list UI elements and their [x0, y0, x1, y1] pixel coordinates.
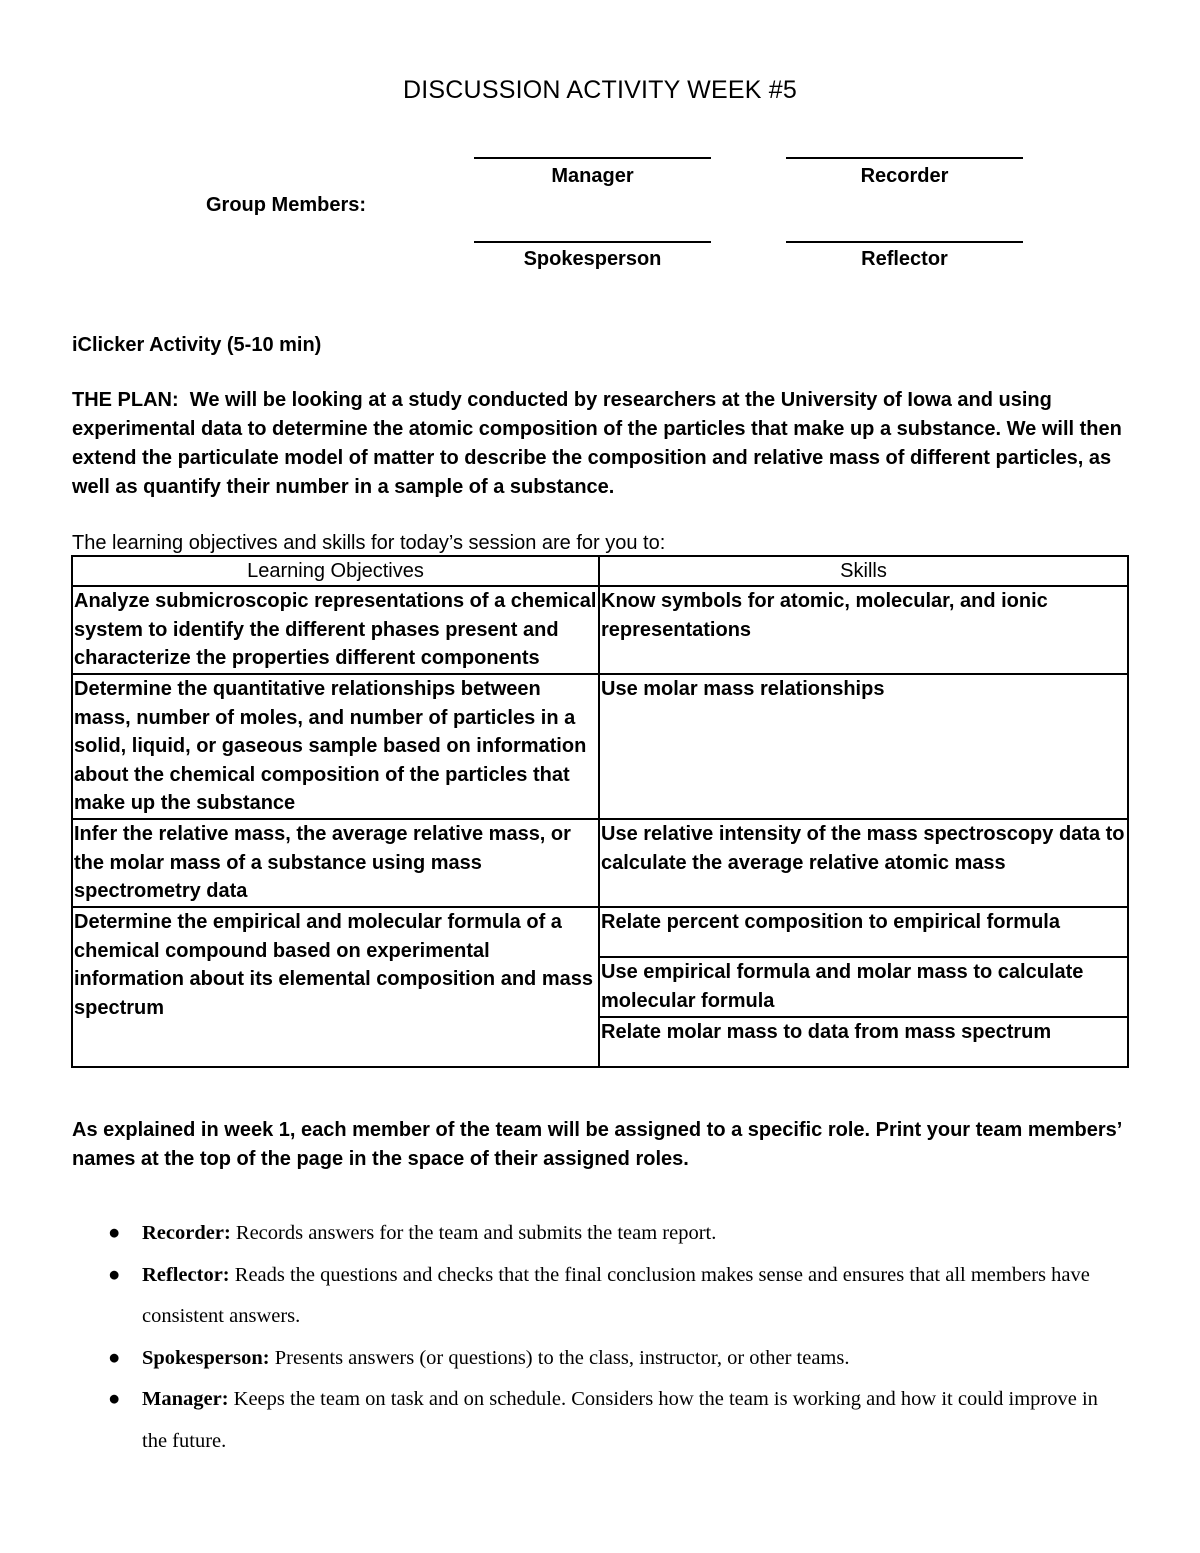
- group-members-label: Group Members:: [206, 194, 367, 216]
- skill-cell: Use relative intensity of the mass spectroscopy data to calculate the average relative atomic mass: [599, 819, 1128, 907]
- skill-cell: Use molar mass relationships: [599, 674, 1128, 819]
- role-description: Records answers for the team and submits the team report.: [235, 1222, 717, 1244]
- activity-heading: iClicker Activity (5-10 min): [72, 334, 322, 356]
- roles-intro: As explained in week 1, each member of the team will be assigned to a specific role. Print your team members’ names at the top of the page in the space of their assigned roles.: [72, 1119, 1122, 1170]
- bullet-icon: ●: [108, 1222, 121, 1244]
- plan-paragraph: [72, 386, 1132, 502]
- role-label-spokesperson: Spokesperson: [523, 248, 662, 270]
- spokesperson-signature-line: [474, 241, 711, 243]
- list-item: [108, 1213, 1118, 1255]
- reflector-signature-line: [786, 241, 1023, 243]
- skill-cell: Know symbols for atomic, molecular, and ionic representations: [599, 586, 1128, 674]
- page-title: DISCUSSION ACTIVITY WEEK #5: [403, 76, 797, 104]
- list-item: [108, 1255, 1118, 1338]
- role-description: Keeps the team on task and on schedule. Considers how the team is working and how it could improve in the future.: [142, 1388, 1098, 1452]
- manager-signature-line: [474, 157, 711, 159]
- column-header-objectives: Learning Objectives: [72, 556, 599, 586]
- list-item: [108, 1379, 1118, 1462]
- objectives-table: [71, 555, 1129, 1068]
- table-row: [72, 907, 1128, 957]
- role-description: Reads the questions and checks that the final conclusion makes sense and ensures that all members have consistent answers.: [142, 1263, 1090, 1327]
- objective-cell: Infer the relative mass, the average relative mass, or the molar mass of a substance using mass spectrometry data: [72, 819, 599, 907]
- role-label-manager: Manager: [551, 165, 634, 187]
- table-row: [72, 586, 1128, 674]
- objective-cell: Determine the quantitative relationships between mass, number of moles, and number of particles in a solid, liquid, or gaseous sample based on information about the chemical composition of the particles that make up the substance: [72, 674, 599, 819]
- role-description: Presents answers (or questions) to the class, instructor, or other teams.: [274, 1346, 850, 1369]
- plan-text: We will be looking at a study conducted by researchers at the University of Iowa and using experimental data to determine the atomic composition of the particles that make up a substance. We will then extend the particulate model of matter to describe the composition and relative mass of different particles, as well as quantify their number in a sample of a substance.: [72, 389, 1122, 498]
- bullet-icon: ●: [108, 1263, 121, 1286]
- plan-label: THE PLAN:: [72, 389, 179, 411]
- objective-cell: Analyze submicroscopic representations of a chemical system to identify the different phases present and characterize the properties different components: [72, 586, 599, 674]
- role-name: Reflector:: [142, 1263, 230, 1286]
- role-name: Spokesperson:: [142, 1346, 270, 1369]
- skill-cell: Use empirical formula and molar mass to calculate molecular formula: [599, 957, 1128, 1017]
- role-label-recorder: Recorder: [860, 165, 949, 187]
- table-row: [72, 819, 1128, 907]
- role-name: Recorder:: [142, 1222, 231, 1244]
- table-header-row: [72, 556, 1128, 586]
- bullet-icon: ●: [108, 1346, 121, 1369]
- objectives-intro: The learning objectives and skills for today’s session are for you to:: [72, 532, 666, 554]
- role-name: Manager:: [142, 1388, 229, 1410]
- skill-cell: Relate percent composition to empirical formula: [599, 907, 1128, 957]
- skill-cell: Relate molar mass to data from mass spectrum: [599, 1017, 1128, 1067]
- column-header-skills: Skills: [599, 556, 1128, 586]
- table-row: [72, 674, 1128, 819]
- role-label-reflector: Reflector: [861, 248, 948, 270]
- objective-cell: Determine the empirical and molecular formula of a chemical compound based on experimental information about its elemental composition and mass spectrum: [72, 907, 599, 1067]
- bullet-icon: ●: [108, 1388, 121, 1410]
- recorder-signature-line: [786, 157, 1023, 159]
- list-item: [108, 1338, 1118, 1380]
- role-description-list: [108, 1213, 1118, 1462]
